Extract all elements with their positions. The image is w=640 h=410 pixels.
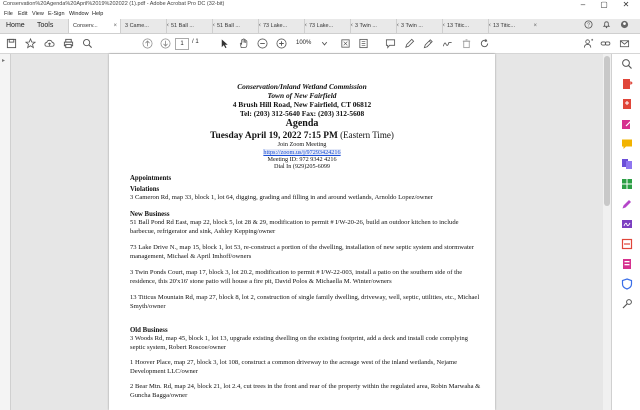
doc-tab[interactable] [212,19,264,33]
doc-timezone: (Eastern Time) [337,130,394,140]
vertical-scrollbar[interactable] [603,54,611,410]
section-old-business: Old Business [130,327,168,334]
sign-icon[interactable] [441,37,453,49]
doc-tab[interactable] [304,19,356,33]
draw-pen-icon[interactable] [422,37,434,49]
doc-tab-label: 3 Twin ... [355,23,377,29]
scrollbar-thumb[interactable] [604,56,610,206]
doc-tab[interactable] [442,19,494,33]
doc-date-line [109,130,495,141]
violation-item: 3 Cameron Rd, map 33, block 1, lot 64, digging, grading and filling in and around wetlands, Arnoldo Lopez/owner [130,194,433,201]
fill-sign-icon[interactable] [621,198,633,210]
section-new-business: New Business [130,211,170,218]
doc-tab-active[interactable] [68,19,120,33]
menu-esign[interactable]: E-Sign [48,11,65,17]
zoom-level-select[interactable]: 100% [296,40,312,46]
doc-join-zoom: Join Zoom Meeting [277,141,327,148]
maximize-button[interactable]: ▢ [600,0,608,9]
doc-meeting-id: Meeting ID: 972 9342 4216 [267,156,337,163]
doc-tab-label: 3 Twin ... [401,23,423,29]
menu-window[interactable]: Window [69,11,89,17]
doc-phone: Tel: (203) 312-5640 Fax: (203) 312-5608 [239,109,365,118]
zoom-search-icon[interactable] [81,37,93,49]
left-navigation-panel[interactable] [0,54,11,410]
email-icon[interactable] [618,37,630,49]
doc-tab[interactable] [396,19,448,33]
help-icon[interactable] [584,20,593,31]
doc-tab-label: 73 Lake... [263,23,288,29]
new-business-item: 3 Twin Ponds Court, map 17, block 3, lot 20.2, modification to permit # I/W-22-003, install a patio on the southern side of the residence, this 20'x16' stone patio will house a fire pit, David Polos & Michaella M. Winter/owners [130,269,463,285]
close-tab-icon[interactable]: × [441,23,445,29]
close-tab-icon[interactable]: × [533,23,537,29]
combine-files-icon[interactable] [621,158,633,170]
doc-tab-label: 13 Titic... [447,23,470,29]
old-business-item: 1 Hoover Place, map 27, block 3, lot 108, construct a common driveway to the acreage west of the inland wetlands, Nejame Development LLC/owner [130,359,458,375]
zoom-dropdown-chevron-icon[interactable] [318,37,330,49]
export-pdf-icon[interactable] [621,78,633,90]
tab-tools[interactable]: Tools [37,22,54,29]
link-icon[interactable] [599,37,611,49]
zoom-out-icon[interactable] [256,37,268,49]
scroll-mode-icon[interactable] [357,37,369,49]
close-tab-icon[interactable]: × [349,23,353,29]
doc-org-heading: Conservation/Inland Wetland Commission [237,82,367,91]
doc-tab[interactable] [350,19,402,33]
notifications-bell-icon[interactable] [602,20,611,31]
doc-tab-label: 13 Titic... [493,23,516,29]
doc-dial-in: Dial In (929)205-6099 [273,163,331,170]
zoom-in-icon[interactable] [275,37,287,49]
account-avatar-icon[interactable] [620,20,629,31]
doc-agenda-title: Agenda [285,118,319,129]
organize-pages-icon[interactable] [621,178,633,190]
doc-tab-label: 51 Ball ... [171,23,194,29]
more-tools-icon[interactable] [621,298,633,310]
prepare-form-icon[interactable] [621,258,633,270]
page-number-input[interactable]: 1 [175,38,189,50]
title-bar [0,0,640,10]
section-appointments: Appointments [130,175,172,182]
search-tool-icon[interactable] [621,58,633,70]
doc-tab-label: 3 Came... [125,23,149,29]
tab-bar [0,19,640,34]
doc-tab-label: Conserv... [73,23,98,29]
page-down-icon[interactable] [159,37,171,49]
page-total: / 1 [192,39,199,45]
delete-trash-icon[interactable] [460,37,472,49]
close-tab-icon[interactable]: × [303,23,307,29]
close-tab-icon[interactable]: × [257,23,261,29]
close-window-button[interactable]: ✕ [622,0,630,9]
zoom-meeting-link[interactable]: https://zoom.us/j/97293424216 [263,149,341,156]
hand-tool-icon[interactable] [237,37,249,49]
highlight-pen-icon[interactable] [403,37,415,49]
menu-file[interactable]: File [4,11,13,17]
new-business-item: 13 Titicus Mountain Rd, map 27, block 8, lot 2, construction of single family dwelling, driveway, well, septic, utilities, etc., Michael Smyth/owner [130,294,480,310]
select-cursor-icon[interactable] [218,37,230,49]
print-icon[interactable] [62,37,74,49]
doc-tab[interactable] [120,19,172,33]
doc-town: Town of New Fairfield [267,91,337,100]
toolbar [0,34,640,54]
create-pdf-icon[interactable] [621,98,633,110]
rotate-icon[interactable] [478,37,490,49]
doc-tab-label: 51 Ball ... [217,23,240,29]
old-business-item: 2 Bear Mtn. Rd, map 24, block 21, lot 2.4, cut trees in the front and rear of the property within the regulated area, Robin Marwaha & Guncha Bagga/owner [130,383,481,399]
page-up-icon[interactable] [141,37,153,49]
doc-date: Tuesday April 19, 2022 7:15 PM [210,131,338,141]
minimize-button[interactable]: – [580,0,586,9]
close-tab-icon[interactable]: × [487,23,491,29]
bookmark-star-icon[interactable] [24,37,36,49]
close-tab-icon[interactable]: × [395,23,399,29]
doc-tab[interactable] [488,19,540,33]
new-business-item: 73 Lake Drive N., map 15, block 1, lot 53, re-construct a portion of the dwelling, installation of new septic system and stormwater management, Michael & April Imhoff/owners [130,244,474,260]
menu-edit[interactable]: Edit [18,11,28,17]
doc-address: 4 Brush Hill Road, New Fairfield, CT 06812 [232,100,372,109]
send-for-signature-icon[interactable] [621,218,633,230]
comment-tool-icon[interactable] [621,138,633,150]
upload-cloud-icon[interactable] [43,37,55,49]
fit-page-icon[interactable] [339,37,351,49]
new-business-item: 51 Ball Pond Rd East, map 22, block 5, lot 28 & 29, modification to permit # I/W-20-26, build an outdoor kitchen to include barbecue, refrigerator and sink, Ashley Kepping/owner [130,219,459,235]
doc-tab[interactable] [166,19,218,33]
doc-zoom-link-line [109,148,495,156]
close-tab-icon[interactable]: × [165,23,169,29]
menu-view[interactable]: View [32,11,44,17]
window-title: Conservation%20Agenda%20April%2019%202022 (1).pdf - Adobe Acrobat Pro DC (32-bit) [3,1,225,7]
close-tab-icon[interactable]: × [113,23,117,29]
menu-bar [0,10,640,19]
expand-panel-arrow-icon[interactable]: ▸ [2,58,6,64]
save-icon[interactable] [5,37,17,49]
doc-tab[interactable] [258,19,310,33]
edit-pdf-icon[interactable] [621,118,633,130]
pdf-page [109,54,495,410]
comment-icon[interactable] [384,37,396,49]
protect-shield-icon[interactable] [621,278,633,290]
scan-ocr-icon[interactable] [621,238,633,250]
section-violations: Violations [130,186,160,193]
svg-text:?: ? [587,22,590,29]
menu-help[interactable]: Help [92,11,104,17]
close-tab-icon[interactable]: × [211,23,215,29]
tab-home[interactable]: Home [6,22,25,29]
doc-tab-label: 73 Lake... [309,23,334,29]
right-tools-panel [611,54,640,410]
old-business-item: 3 Woods Rd, map 45, block 1, lot 13, upgrade existing dwelling on the existing footprint, add a deck and install code complying septic system, Robert Roscoe/owner [130,335,468,351]
share-icon[interactable] [582,37,594,49]
